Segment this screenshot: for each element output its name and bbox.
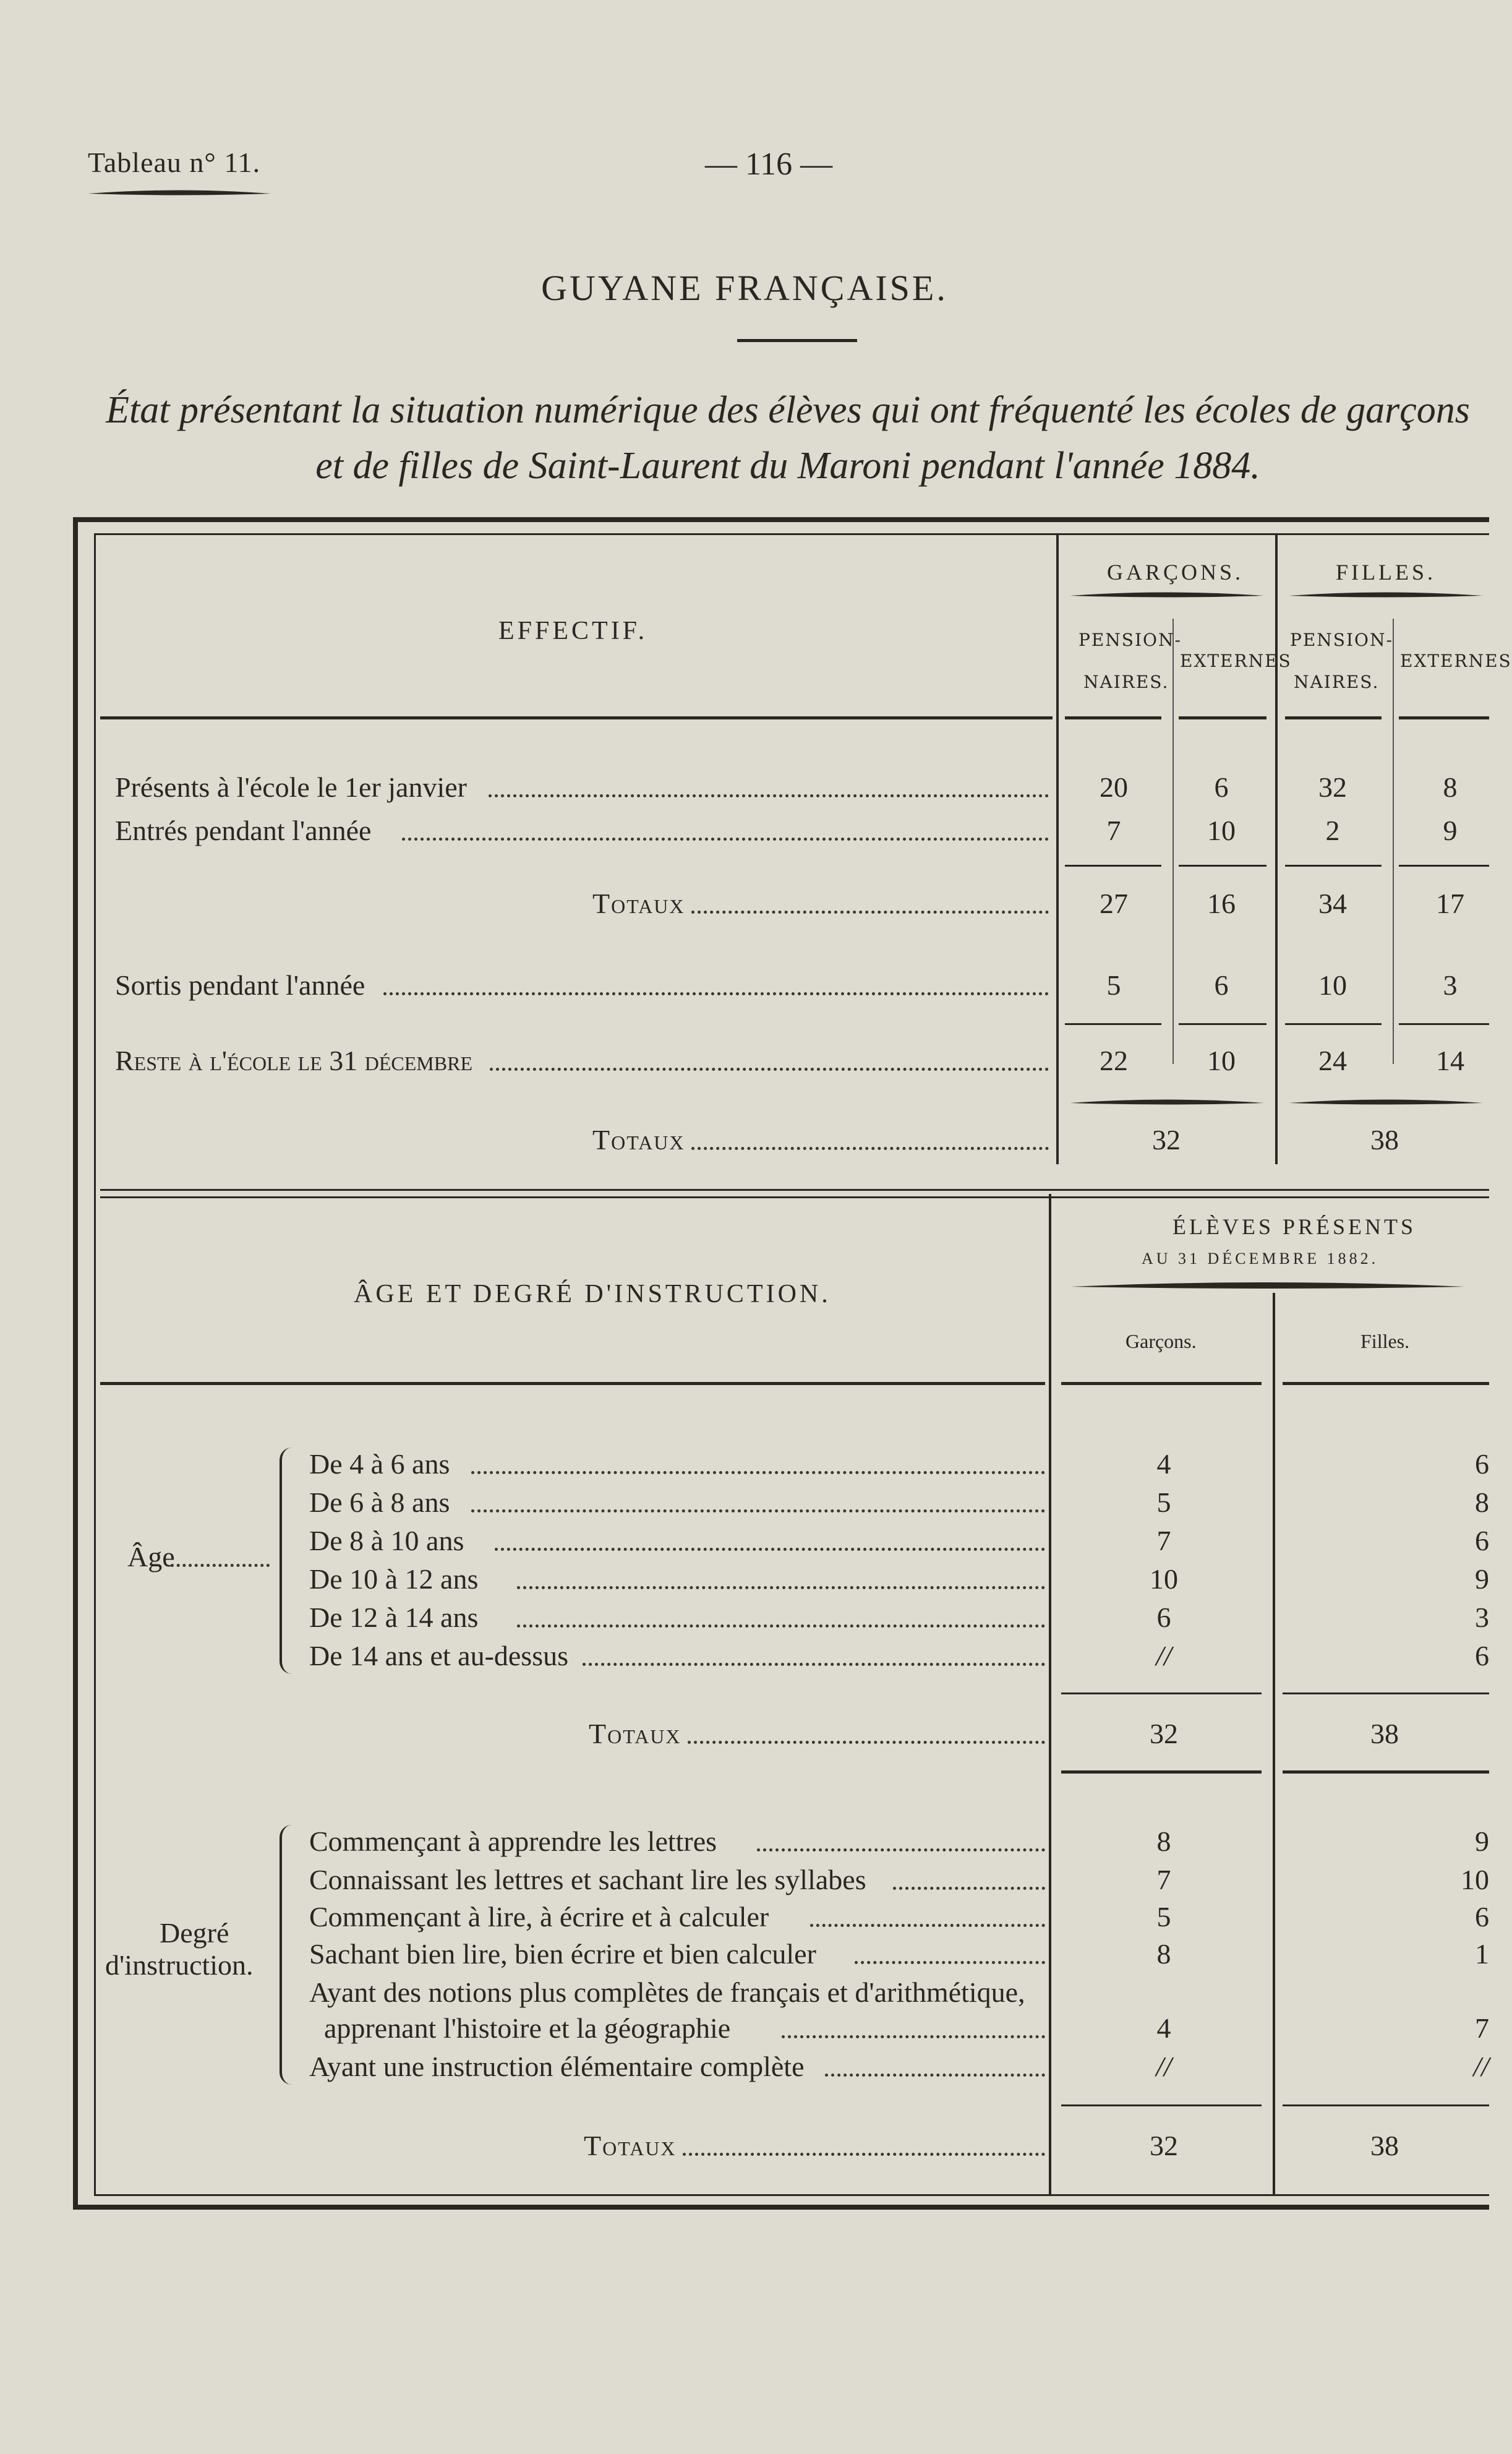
row-label: Commençant à apprendre les lettres [309, 1825, 717, 1857]
externes-header: EXTERNES [1180, 651, 1292, 671]
cell: 9 [1475, 1825, 1489, 1857]
sum-rule [1283, 1770, 1489, 1774]
col-divider [1275, 533, 1278, 1164]
cell: 38 [1370, 1718, 1399, 1749]
dot-leader [855, 1958, 1045, 1964]
garcons-header: GARÇONS. [1107, 560, 1244, 585]
col-divider [1172, 619, 1174, 1064]
dot-leader [402, 835, 1049, 841]
dot-leader [825, 2071, 1045, 2077]
cell: 22 [1100, 1045, 1128, 1076]
dot-leader [810, 1921, 1045, 1927]
cell: 7 [1156, 1864, 1171, 1895]
totaux-label: Totaux [584, 2130, 677, 2161]
row-label: Ayant des notions plus complètes de français et d'arithmétique, [309, 1976, 1025, 2008]
row-label: Ayant une instruction élémentaire complète [309, 2051, 805, 2082]
cell: 5 [1156, 1901, 1171, 1933]
dot-leader [495, 1545, 1045, 1551]
sum-rule [1061, 1692, 1262, 1694]
cell: 16 [1207, 888, 1236, 919]
cell: 38 [1370, 2130, 1399, 2161]
dot-leader [782, 2033, 1045, 2038]
header-rule [1399, 716, 1489, 719]
externes-header: EXTERNES [1400, 651, 1512, 671]
sum-rule [1285, 1023, 1382, 1025]
sum-rule [1179, 1023, 1266, 1025]
pension-header-2: NAIRES. [1083, 672, 1169, 692]
totaux-label: Totaux [589, 1718, 681, 1749]
dot-leader [583, 1660, 1045, 1666]
pension-header: PENSION- [1078, 630, 1182, 650]
cell: // [1473, 2051, 1489, 2082]
dot-leader [490, 1065, 1049, 1071]
sum-rule [1061, 2104, 1262, 2106]
row-label: De 4 à 6 ans [309, 1448, 450, 1480]
dot-leader [893, 1884, 1045, 1890]
ornament-swash [1069, 591, 1265, 600]
dot-leader [691, 908, 1049, 914]
cell: 1 [1475, 1938, 1489, 1970]
cell: 10 [1318, 969, 1347, 1001]
effectif-heading: EFFECTIF. [498, 617, 648, 645]
cell: 20 [1100, 771, 1128, 803]
cell: 4 [1156, 1448, 1171, 1480]
dot-leader [383, 990, 1049, 995]
cell: // [1156, 2051, 1172, 2082]
totaux-label: Totaux [592, 1124, 685, 1156]
header-rule [1065, 716, 1161, 719]
sum-rule [1179, 865, 1266, 867]
dot-leader [489, 792, 1049, 797]
dot-leader [517, 1584, 1045, 1589]
cell: 8 [1475, 1487, 1489, 1518]
cell: 9 [1443, 815, 1458, 846]
cell: 38 [1370, 1124, 1399, 1156]
cell: 34 [1318, 888, 1347, 919]
cell: 32 [1152, 1124, 1181, 1156]
cell: 24 [1318, 1045, 1347, 1076]
subtitle-line-2: et de filles de Saint-Laurent du Maroni pendant l'année 1884. [315, 445, 1260, 487]
row-label: Présents à l'école le 1er janvier [115, 771, 467, 803]
date-header: AU 31 DÉCEMBRE 1882. [1142, 1250, 1379, 1268]
cell: 6 [1475, 1525, 1489, 1556]
section-rule [100, 1189, 1489, 1191]
row-label: Entrés pendant l'année [115, 815, 372, 846]
cell: 7 [1106, 815, 1121, 846]
row-label: Commençant à lire, à écrire et à calculer [309, 1901, 769, 1933]
ornament-swash [1288, 1099, 1484, 1107]
filles-subheader: Filles. [1360, 1330, 1410, 1352]
header-rule [1061, 1382, 1262, 1385]
cell: 7 [1475, 2012, 1489, 2044]
dot-leader [171, 1561, 270, 1567]
cell: 7 [1156, 1525, 1171, 1556]
brace [280, 1825, 298, 2085]
row-label: De 8 à 10 ans [309, 1525, 464, 1556]
dot-leader [688, 1738, 1045, 1744]
cell: 32 [1318, 771, 1347, 803]
age-heading: ÂGE ET DEGRÉ D'INSTRUCTION. [354, 1280, 831, 1308]
sum-rule [1283, 2104, 1489, 2106]
cell: 5 [1106, 969, 1121, 1001]
row-label: De 6 à 8 ans [309, 1487, 450, 1518]
ornament-swash [1070, 1282, 1466, 1292]
sum-rule [1399, 865, 1489, 867]
row-label: Connaissant les lettres et sachant lire les syllabes [309, 1864, 866, 1895]
cell: 10 [1207, 1045, 1236, 1076]
dot-leader [757, 1846, 1045, 1851]
tableau-label: Tableau n° 11. [88, 147, 261, 178]
row-label: De 14 ans et au-dessus [309, 1640, 569, 1671]
cell: 10 [1150, 1563, 1178, 1595]
header-rule [1283, 1382, 1489, 1385]
col-divider [1393, 619, 1394, 1064]
cell: 9 [1475, 1563, 1489, 1595]
header-rule [100, 1382, 1045, 1385]
cell: 6 [1475, 1448, 1489, 1480]
sum-rule [1065, 865, 1161, 867]
age-group-label: Âge [127, 1541, 175, 1572]
dot-leader [517, 1622, 1045, 1628]
eleves-header: ÉLÈVES PRÉSENTS [1172, 1214, 1417, 1239]
row-label: Sachant bien lire, bien écrire et bien calculer [309, 1938, 816, 1970]
cell: 17 [1436, 888, 1464, 919]
cell: 8 [1156, 1938, 1171, 1970]
cell: 6 [1156, 1602, 1171, 1633]
row-label: De 10 à 12 ans [309, 1563, 479, 1595]
pension-header-2: NAIRES. [1294, 672, 1380, 692]
page-number: — 116 — [705, 147, 833, 182]
row-label: Sortis pendant l'année [115, 969, 365, 1001]
cell: 3 [1443, 969, 1458, 1001]
degre-group-label: Degré [160, 1917, 229, 1949]
title-rule [737, 339, 857, 342]
header-rule [1179, 716, 1266, 719]
row-label: Reste à l'école le 31 décembre [115, 1045, 472, 1076]
dot-leader [471, 1507, 1045, 1512]
dot-leader [683, 2150, 1045, 2156]
filles-header: FILLES. [1336, 560, 1437, 585]
subtitle-line-1: État présentant la situation numérique des élèves qui ont fréquenté les écoles de garçons [106, 389, 1470, 431]
brace [280, 1448, 298, 1674]
cell: 6 [1475, 1901, 1489, 1933]
dot-leader [471, 1469, 1045, 1474]
ornament-swash [1288, 591, 1484, 600]
page-title: GUYANE FRANÇAISE. [541, 268, 948, 308]
cell: 14 [1436, 1045, 1464, 1076]
cell: 8 [1156, 1825, 1171, 1857]
cell: 10 [1207, 815, 1236, 846]
row-label: De 12 à 14 ans [309, 1602, 479, 1633]
sum-rule [1061, 1770, 1262, 1774]
cell: 27 [1100, 888, 1128, 919]
ornament-swash [1069, 1099, 1265, 1107]
cell: 5 [1156, 1487, 1171, 1518]
cell: // [1156, 1640, 1172, 1671]
cell: 6 [1475, 1640, 1489, 1671]
garcons-subheader: Garçons. [1125, 1330, 1197, 1352]
sum-rule [1065, 1023, 1161, 1025]
col-divider [1049, 1194, 1051, 2196]
sum-rule [1399, 1023, 1489, 1025]
cell: 8 [1443, 771, 1458, 803]
cell: 6 [1214, 771, 1229, 803]
cell: 32 [1150, 2130, 1178, 2161]
cell: 4 [1156, 2012, 1171, 2044]
header-rule [100, 716, 1053, 719]
sum-rule [1283, 1692, 1489, 1694]
cell: 10 [1461, 1864, 1489, 1895]
pension-header: PENSION- [1290, 630, 1393, 650]
header-rule [1285, 716, 1382, 719]
degre-group-label-2: d'instruction. [105, 1949, 254, 1981]
col-divider [1273, 1293, 1275, 2196]
ornament-swash [87, 189, 272, 198]
cell: 3 [1475, 1602, 1489, 1633]
cell: 2 [1325, 815, 1340, 846]
totaux-label: Totaux [592, 888, 685, 919]
sum-rule [1285, 865, 1382, 867]
col-divider [1056, 533, 1059, 1164]
dot-leader [691, 1144, 1049, 1150]
cell: 6 [1214, 969, 1229, 1001]
section-rule [100, 1196, 1489, 1198]
row-label-cont: apprenant l'histoire et la géographie [324, 2012, 731, 2044]
cell: 32 [1150, 1718, 1178, 1749]
